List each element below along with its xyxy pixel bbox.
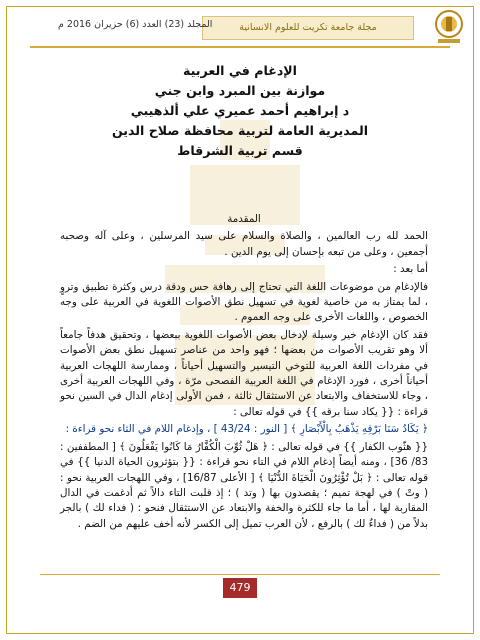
journal-title: مجلة جامعة تكريت للعلوم الانسانية <box>202 16 414 40</box>
paragraph: {{ هثّوب الكفار }} في قوله تعالى : ﴿ هَلْ ثُوِّبَ الْكُفَّارُ مَا كَانُوا يَفْعَلُونَ ﴾ [ المطففين : 83/ 36] ، ومنه أيضاً إدغام اللام في التاء نحو قراءة : {{ بتؤثرون الحياة الدنيا }} في قوله تعالى : ﴿ بَلْ تُؤْثِرُونَ الْحَيَاةَ الدُّنْيَا ﴾ [ الأعلى 16/87] ، وفي اللهجات العربية نحو : ( وتْ ) في لهجة تميم ؛ يقصدون بها ( وتد ) ؛ إذ قلبت التاء دالاً ثم أدغمت في الدال المقاربة لها ، أما ما جاء للكثرة والخفة والابتعاد عن الاستثقال فنحو : ( فداء لك ) بالجر بدلاً من ( فداءٌ لك ) بالرفع ، لأن العرب تميل إلى الكسر لأنه أخف عليهم من الضم . <box>60 440 428 530</box>
paragraph: فالإدغام من موضوعات اللغة التي تحتاج إلى رهافة حس ودقة درس وكثرة تطبيق وتروٍ ، لما يمتاز به من خاصية لغوية في تسهيل نطق الأصوات اللغوية في العربية على وجه الخصوص ، واللغات الأخرى على وجه العموم . <box>60 280 428 324</box>
article-body <box>60 212 428 534</box>
issue-info: المجلد (23) العدد (6) حزيران 2016 م <box>58 19 213 30</box>
author-department: قسم تربية الشرقاط <box>177 143 303 158</box>
paragraph: فقد كان الإدغام خير وسيلة لإدخال بعض الأصوات اللغوية ببعضها ، وتحقيق هدفاً جامعاً ألا وهو تقريب الأصوات من بعضها ؛ فهو واحد من عناصر تسهيل نطق بعض الأصوات في مفردات اللغة العربية للتوخي التيسير والتسهيل أحياناً ، وممارسة اللهجات العربية أحياناً أخرى ، فورد الإدغام في اللغة العربية الفصحى مرّة ، وفي اللهجات العربية أخرى ، وجاء للاستخفاف والابتعاد عن الاستثقال ثالثة ، فمن الأولى إدغام الدال في السين نحو قراءة : {{ يكاد سنا برقه }} في قوله تعالى : <box>60 328 428 418</box>
section-heading: المقدمة <box>227 213 261 225</box>
university-seal-icon <box>432 8 466 46</box>
paragraph: أما بعد : <box>393 263 428 276</box>
article-title: الإدغام في العربية <box>183 63 297 78</box>
author-name: د إبراهيم أحمد عميري علي ألذهيبي <box>130 103 350 118</box>
paragraph: الحمد لله رب العالمين ، والصلاة والسلام على سيد المرسلين ، وعلى آله وصحبه أجمعين ، وعلى من تبعه بإحسان إلى يوم الدين . <box>60 230 428 258</box>
article-subtitle: موازنة بين المبرد وابن جني <box>154 83 326 98</box>
header-rule <box>30 46 450 48</box>
footer-rule <box>40 574 440 575</box>
quran-verse: ﴿ يَكَادُ سَنَا بَرْقِهِ يَذْهَبُ بِالْأَبْصَارِ ﴾ [ النور : 43/24 ] ، وإدغام اللام في الثاء نحو قراءة : <box>65 423 428 436</box>
title-block <box>60 60 420 162</box>
page-number: 479 <box>223 578 257 598</box>
page-header <box>6 6 474 46</box>
author-affiliation: المديرية العامة لتربية محافظة صلاح الدين <box>111 123 369 138</box>
